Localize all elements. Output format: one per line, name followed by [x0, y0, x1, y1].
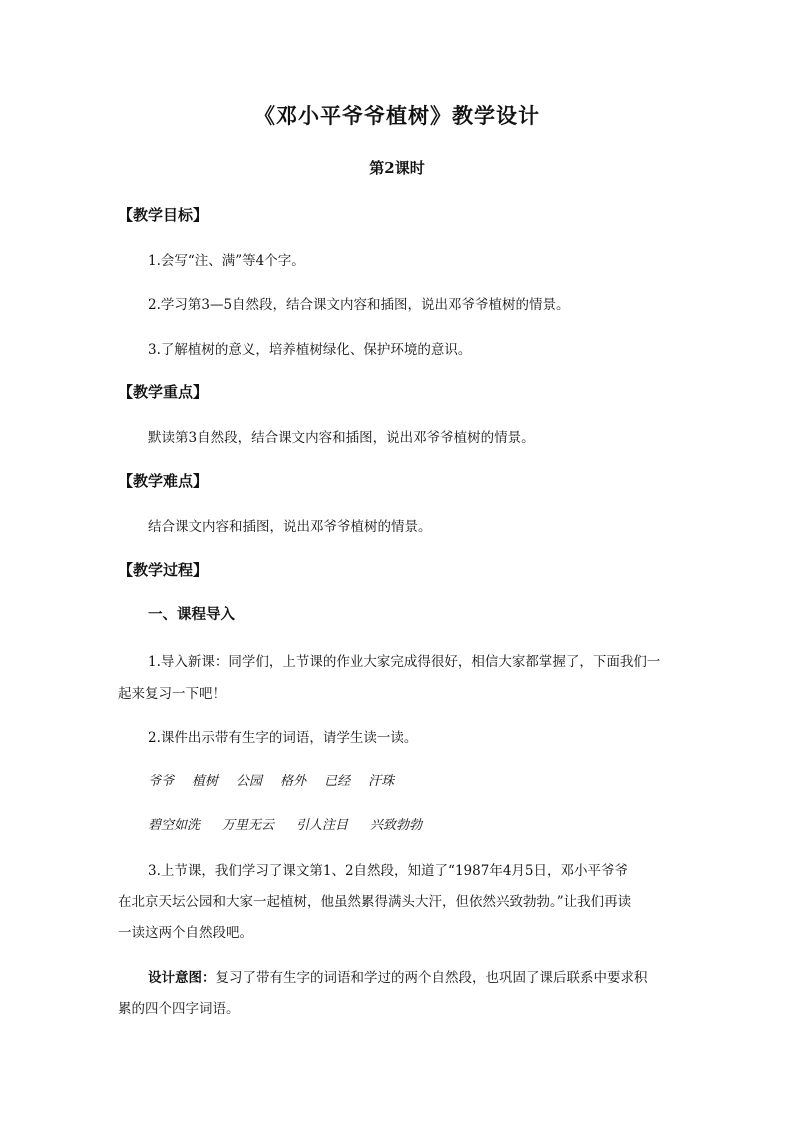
difficulties-heading: 【教学难点】 [118, 472, 209, 490]
difficulties-text: 结合课文内容和插图，说出邓爷爷植树的情景。 [148, 519, 432, 535]
key-points-text: 默读第3自然段，结合课文内容和插图，说出邓爷爷植树的情景。 [148, 430, 535, 446]
step3-line3: 一读这两个自然段吧。 [118, 925, 253, 941]
objective-item-1: 1.会写“注、满”等4个字。 [148, 253, 305, 269]
vocab-word: 格外 [280, 774, 307, 789]
vocab-phrase: 碧空如洗 [148, 818, 201, 833]
step3-line1: 3.上节课，我们学习了课文第1、2自然段，知道了“1987年4月5日，邓小平爷爷 [148, 863, 628, 879]
objectives-heading: 【教学目标】 [118, 206, 209, 224]
step1-line2: 起来复习一下吧！ [118, 686, 226, 702]
document-title: 《邓小平爷爷植树》教学设计 [254, 103, 540, 128]
vocabulary-row-2 [148, 814, 444, 833]
lesson-period: 第2课时 [369, 159, 425, 177]
key-points-heading: 【教学重点】 [118, 383, 209, 401]
process-heading: 【教学过程】 [118, 561, 209, 579]
vocab-phrase: 兴致勃勃 [370, 818, 423, 833]
vocab-phrase: 引人注目 [296, 818, 349, 833]
objective-item-2: 2.学习第3—5自然段，结合课文内容和插图，说出邓爷爷植树的情景。 [148, 297, 570, 313]
vocab-word: 已经 [324, 774, 351, 789]
vocabulary-row-1 [148, 770, 412, 789]
design-intent-line1 [148, 966, 648, 986]
design-intent-label: 设计意图： [148, 970, 216, 986]
section-intro-heading: 一、课程导入 [148, 606, 235, 623]
design-intent-line2: 累的四个四字词语。 [118, 1001, 240, 1017]
objective-item-3: 3.了解植树的意义，培养植树绿化、保护环境的意识。 [148, 342, 472, 358]
step1-line1: 1.导入新课：同学们，上节课的作业大家完成得很好，相信大家都掌握了，下面我们一 [148, 654, 661, 670]
design-intent-text: 复习了带有生字的词语和学过的两个自然段，也巩固了课后联系中要求积 [215, 970, 648, 986]
step2-text: 2.课件出示带有生字的词语，请学生读一读。 [148, 730, 418, 746]
vocab-word: 公园 [236, 774, 263, 789]
vocab-word: 植树 [192, 774, 219, 789]
vocab-word: 汗珠 [368, 774, 395, 789]
step3-line2: 在北京天坛公园和大家一起植树，他虽然累得满头大汗，但依然兴致勃勃。”让我们再读 [118, 894, 632, 910]
vocab-phrase: 万里无云 [222, 818, 275, 833]
vocab-word: 爷爷 [148, 774, 175, 789]
